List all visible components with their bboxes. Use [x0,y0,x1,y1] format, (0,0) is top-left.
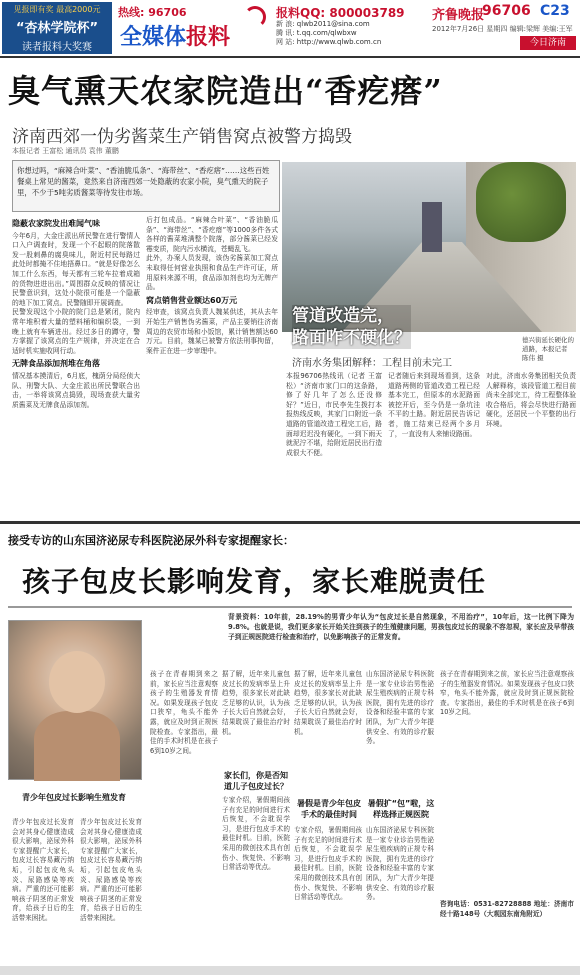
advert-kicker: 接受专访的山东国济泌尿专科医院泌尿外科专家提醒家长： [8,534,294,547]
advert-column-5a [294,670,362,796]
photo-story-column-2 [388,372,480,518]
paragraph: 本报96706热线讯（记者 王富松）“济南市家门口的这条路，修了好几年了怎么还没修好？”近日，市民李先生拨打本报热线反映，其家门口附近一条道路的管道改造工程完工后，路面却迟迟没有硬化，一到下雨天就泥泞不堪，给附近居民出行造成很大不便。 [286,372,382,457]
signal-icon [244,6,266,28]
paragraph: 今年6月，大金庄派出所民警在进行警情人口入户调查时，发现一个不起眼的院落散发一股刺鼻的腐臭味儿，附近村民每路过此处时都掩不住地捂鼻口。“就是好像怎么加工什么东西，每天都有三轮车拉着成箱的货物进进出出。”周围群众反映的情况让民警意识到，这处小院很可能是一个隐蔽的地下加工窝点。民警随即开展调查。 [12,231,140,307]
advert-column-7 [440,670,574,890]
child-photo [8,620,142,780]
paragraph: 经审查，该窝点负责人魏某供述，其从去年开始生产销售伪劣酱菜，产品主要销往济南周边的农贸市场和小饭馆，累计销售额达60万元。目前，魏某已被警方依法刑事拘留，案件正在进一步审理中。 [146,308,278,355]
paragraph: 对此，济南水务集团相关负责人解释称，该段管道工程目前尚未全部完工，待工程整体验收合格后，将会尽快进行路面硬化，还居民一个平整的出行环境。 [486,372,576,428]
advert-rule [8,606,572,608]
byline: 本报记者 王富松 通讯员 袁伟 董鹏 [12,147,119,155]
advert-headline: 孩子包皮长影响发育，家长难脱责任 [22,565,487,598]
report-qq: 报料QQ: 800003789 [276,6,405,20]
promo-subtitle: 读者报料大奖赛 [22,42,92,53]
advert-column-1 [12,818,74,962]
edition-number: 96706 [482,3,531,19]
advert-column-6b [366,826,434,962]
page-headline: 臭气熏天农家院造出“香疙瘩” [8,72,443,110]
advert-contact: 咨询电话：0531-82728888 地址：济南市经十路148号（大观园东南角附近） [440,900,574,918]
paragraph: 专家介绍，暑假期间孩子有充足的时间进行术后恢复，不会耽误学习，是进行包皮手术的最佳时机。目前，医院采用的微创技术具有创伤小、恢复快、不影响日常活动等优点。 [222,796,290,872]
paragraph: 青少年包皮过长发育会对其身心健康造成很大影响，泌尿外科专家提醒广大家长，包皮过长容易藏污纳垢，引起包皮龟头炎、尿路感染等疾病。严重的还可能影响孩子阴茎的正常发育，给孩子日后的生活带来困扰。 [80,818,142,922]
advert-column-6a [366,670,434,796]
section-tag: 今日济南 [520,36,576,50]
advert-column-4a [222,670,290,766]
dateline: 2012年7月26日 星期四 编辑:梁辉 美编:王军 [432,25,573,33]
child-body [34,711,120,781]
hotline: 热线: 96706 [118,6,187,19]
masthead [0,0,580,58]
promo-small-text: 见报即有奖 最高2000元 [13,5,101,14]
photo-cyclist [422,202,442,252]
page-footer-rule [0,966,580,975]
paragraph: 情况基本摸清后，6月底，槐荫分局经侦大队、刑警大队、大金庄派出所民警联合出击，一举将该窝点捣毁，现场查获大量劣质酱菜及无牌食品添加剂。 [12,371,140,409]
promo-title: “杏林学院杯” [15,21,99,36]
allmedia-label: 全媒体 [120,25,187,50]
paragraph: 据了解，近年来儿童包皮过长的发病率呈上升趋势，很多家长对此缺乏足够的认识，认为孩子长大后自然就会好，结果耽误了最佳治疗时机。 [294,670,362,736]
section-divider [0,521,580,524]
paragraph: 民警发现这个小院的院门总是紧闭，院内常年堆积着大量的塑料桶和编织袋，一到晚上就有车辆进出。经过多日的蹲守，警方掌握了该窝点的生产规律，并决定在合适时机实施收网行动。 [12,308,140,355]
advert-question-2: 暑假是青少年包皮手术的最佳时间 [297,799,361,819]
lead-box: 你想过吗，“麻辣合叶菜”、“香油脆瓜条”、“海带丝”、“香疙瘩”……这些百姓餐桌上常见的酱菜，竟然来自济南西郊一处隐蔽的农家小院，臭气熏天的院子里，不少于5吨劣质酱菜等待发往市场。 [12,160,280,212]
photo-tree [476,162,566,242]
report-label: 报料 [186,25,231,50]
page-subhead: 济南西郊一伪劣酱菜生产销售窝点被警方捣毁 [12,127,352,147]
section-heading: 无牌食品添加剂堆在角落 [12,359,100,369]
paragraph: 记者随后来到现场看到，这条道路两侧的管道改造工程已经基本完工，但原本的水泥路面被挖开后，至今仍是一条坑洼不平的土路。附近居民告诉记者，施工结束已经两个多月了，一直没有人来铺设路面。 [388,372,480,438]
story-column-1 [12,216,140,516]
paragraph: 孩子在青春期到来之前，家长应当注意观察孩子的生殖器发育情况。如果发现孩子包皮口狭窄，龟头不能外露，就应及时到正规医院检查。专家指出，最佳的手术时机是在孩子6到10岁之间。 [150,670,218,755]
child-head [49,651,105,713]
photo-story-column-1 [286,372,382,518]
contact-info: 新 浪: qlwb2011@sina.com 腾 讯: t.qq.com/qlwbxw 网 站: http://www.qlwb.com.cn [276,20,382,46]
page-number: C23 [540,3,570,19]
advert-question-1: 家长们，你是否知道儿子包皮过长？ [224,771,288,791]
promo-box[interactable] [2,2,112,54]
photo-caption-heading: 青少年包皮过长影响生殖发育 [22,793,126,802]
paragraph: 孩子在青春期到来之前，家长应当注意观察孩子的生殖器发育情况。如果发现孩子包皮口狭窄，龟头不能外露，就应及时到正规医院检查。专家指出，最佳的手术时机是在孩子6到10岁之间。 [440,670,574,717]
paragraph: 此外，办案人员发现，该伪劣酱菜加工窝点未取得任何营业执照和食品生产许可证，所用原料来源不明，食品添加剂也均为无牌产品。 [146,254,278,292]
advert-column-3 [150,670,218,962]
photo-caption: 德兴街延长硬化的道路，本报记者 陈伟 摄 [522,336,574,362]
allmedia-report-banner [120,20,230,51]
paragraph: 后打包成品。“麻辣合叶菜”、“香油脆瓜条”、“海带丝”、“香疙瘩”等1000多件各式各样的酱菜堆满整个院落，部分酱菜已经发霉变质，院内污水横流，苍蝇乱飞。 [146,216,278,253]
newspaper-logo: 齐鲁晚报 [432,8,485,23]
photo-subhead: 济南水务集团解释：工程目前未完工 [292,358,452,369]
paragraph: 据了解，近年来儿童包皮过长的发病率呈上升趋势，很多家长对此缺乏足够的认识，认为孩子长大后自然就会好，结果耽误了最佳治疗时机。 [222,670,290,736]
photo-headline: 管道改造完， 路面咋不硬化？ [292,306,411,348]
photo-story-column-3 [486,372,576,518]
section-heading: 隐蔽农家院发出难闻气味 [12,219,100,228]
advert-column-2 [80,818,142,962]
paragraph: 山东国济泌尿专科医院是一家专业诊治男性泌尿生殖疾病的正规专科医院，拥有先进的诊疗设备和经验丰富的专家团队，为广大青少年提供安全、有效的诊疗服务。 [366,826,434,902]
advert-question-3: 暑假扩“包”啦，这样选择正规医院 [367,799,435,819]
paragraph: 山东国济泌尿专科医院是一家专业诊治男性泌尿生殖疾病的正规专科医院，拥有先进的诊疗设备和经验丰富的专家团队，为广大青少年提供安全、有效的诊疗服务。 [366,670,434,746]
advert-column-4b [222,796,290,962]
story-column-2 [146,216,278,516]
paragraph: 青少年包皮过长发育会对其身心健康造成很大影响，泌尿外科专家提醒广大家长，包皮过长容易藏污纳垢，引起包皮龟头炎、尿路感染等疾病。严重的还可能影响孩子阴茎的正常发育，给孩子日后的生活带来困扰。 [12,818,74,922]
advert-column-5b [294,826,362,962]
background-note: 背景资料：10年前，28.19%的男青少年认为“包皮过长是自然现象，不用治疗”，10年后，这一比例下降为9.8%。也就是说，我们更多家长开始关注到孩子的生殖健康问题，男孩包皮过长的现象不容忽视，家长应及早带孩子到正规医院进行检查和治疗，以免影响孩子的正常发育。 [228,613,574,641]
section-heading: 窝点销售营业额达60万元 [146,295,238,305]
paragraph: 专家介绍，暑假期间孩子有充足的时间进行术后恢复，不会耽误学习，是进行包皮手术的最佳时机。目前，医院采用的微创技术具有创伤小、恢复快、不影响日常活动等优点。 [294,826,362,902]
